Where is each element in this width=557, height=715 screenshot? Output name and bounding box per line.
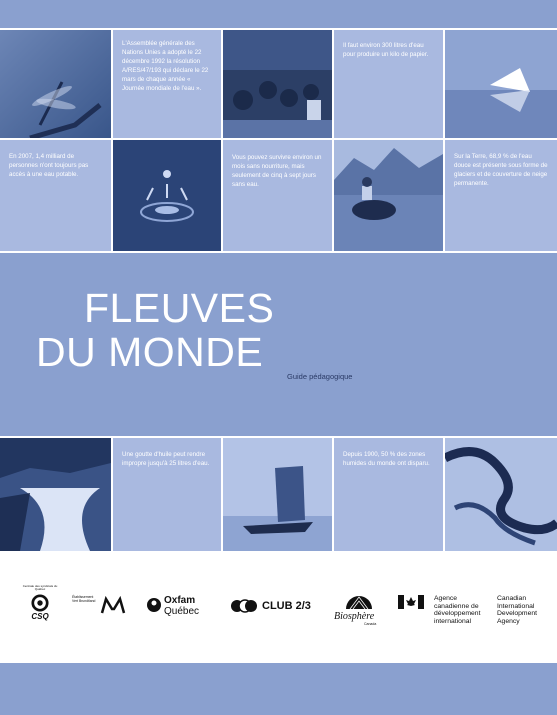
club-23-logo: CLUB 2/3 <box>230 599 311 613</box>
club-circles-icon <box>230 599 258 613</box>
divider <box>111 438 113 551</box>
fact-un-resolution: L'Assemblée générale des Nations Unies a adopté le 22 décembre 1992 la résolution A/RES/47/193 qui déclare le 22 mars de chaque année « Journée mondiale de l'eau ». <box>113 30 221 138</box>
divider <box>332 30 334 251</box>
partner-logos <box>0 551 557 663</box>
canada-flag-icon <box>398 595 424 609</box>
children-photo <box>223 30 332 138</box>
divider <box>0 138 557 140</box>
divider <box>0 28 557 30</box>
dragonfly-photo <box>0 30 111 138</box>
divider <box>0 251 557 253</box>
subtitle: Guide pédagogique <box>287 372 353 381</box>
divider <box>332 438 334 551</box>
river-aerial-photo <box>445 438 557 551</box>
fact-billion-people: En 2007, 1,4 milliard de personnes n'ont toujours pas accès à une eau potable. <box>0 140 111 251</box>
biosphere-logo: Biosphère Canada <box>334 587 380 626</box>
csq-swirl-icon <box>31 594 49 612</box>
title-line-1: FLEUVES <box>84 285 275 331</box>
rapids-photo <box>0 438 111 551</box>
water-drop-photo <box>113 140 221 251</box>
fact-glaciers: Sur la Terre, 68,9 % de l'eau douce est présente sous forme de glaciers et de couverture de neige permanente. <box>445 140 557 251</box>
oxfam-icon <box>146 597 162 613</box>
biosphere-dome-icon <box>344 587 374 611</box>
cida-logo: Canadian International Development Agency <box>497 595 538 625</box>
bottom-band <box>0 663 557 715</box>
fact-paper-liters: Il faut environ 300 litres d'eau pour produire un kilo de papier. <box>334 30 443 138</box>
divider <box>221 438 223 551</box>
divider <box>0 436 557 438</box>
etablissement-vert-logo: Établissement Vert Brundtland <box>72 595 130 603</box>
divider <box>111 30 113 251</box>
csq-logo: Centrale des syndicats du Québec CSQ <box>22 584 58 621</box>
sailboat-photo <box>223 438 332 551</box>
fact-oil-drop: Une goutte d'huile peut rendre impropre jusqu'à 25 litres d'eau. <box>113 438 221 551</box>
fact-wetlands: Depuis 1900, 50 % des zones humides du monde ont disparu. <box>334 438 443 551</box>
divider <box>443 438 445 551</box>
divider <box>221 30 223 251</box>
buffalo-field-photo <box>334 140 443 251</box>
paper-boat-photo <box>445 30 557 138</box>
oxfam-logo: Oxfam Québec <box>146 595 199 617</box>
fact-survive-month: Vous pouvez survivre environ un mois sans nourriture, mais seulement de cinq à sept jours sans eau. <box>223 140 332 251</box>
title-block <box>36 286 274 374</box>
divider <box>443 30 445 251</box>
acdi-logo: Agence canadienne de développement international <box>398 595 490 625</box>
hands-icon <box>100 595 126 615</box>
title-line-2: DU MONDE <box>36 329 264 375</box>
